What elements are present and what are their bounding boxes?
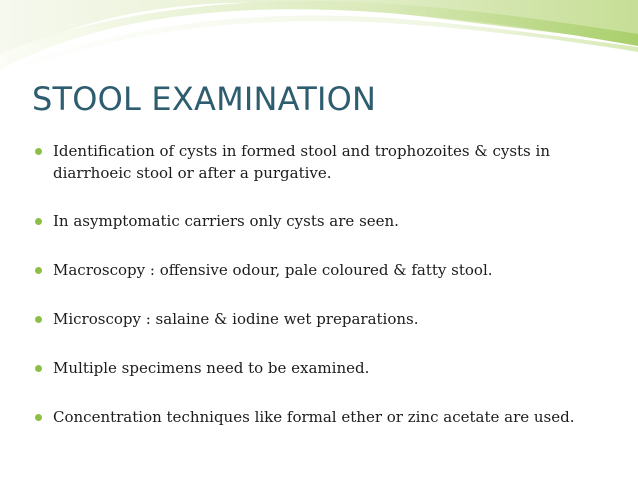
bullet-list — [34, 140, 604, 455]
bullet-item — [34, 140, 604, 184]
bullet-item — [34, 406, 604, 428]
bullet-dot-icon — [35, 267, 42, 274]
bullet-text: Multiple specimens need to be examined. — [53, 359, 370, 377]
bullet-text: Microscopy : salaine & iodine wet preparations. — [53, 310, 419, 328]
bullet-dot-icon — [35, 316, 42, 323]
bullet-item — [34, 357, 604, 379]
bullet-text: Concentration techniques like formal ether or zinc acetate are used. — [53, 408, 575, 426]
bullet-dot-icon — [35, 148, 42, 155]
bullet-text: Macroscopy : offensive odour, pale coloured & fatty stool. — [53, 261, 493, 279]
bullet-dot-icon — [35, 365, 42, 372]
bullet-dot-icon — [35, 414, 42, 421]
bullet-item — [34, 210, 604, 232]
bullet-item — [34, 308, 604, 330]
bullet-text: In asymptomatic carriers only cysts are seen. — [53, 212, 399, 230]
bullet-item — [34, 259, 604, 281]
bullet-dot-icon — [35, 218, 42, 225]
header-swoosh-decoration — [0, 0, 638, 90]
bullet-text: Identification of cysts in formed stool and trophozoites & cysts in diarrhoeic stool or after a purgative. — [53, 142, 550, 182]
slide-title: STOOL EXAMINATION — [32, 80, 377, 118]
